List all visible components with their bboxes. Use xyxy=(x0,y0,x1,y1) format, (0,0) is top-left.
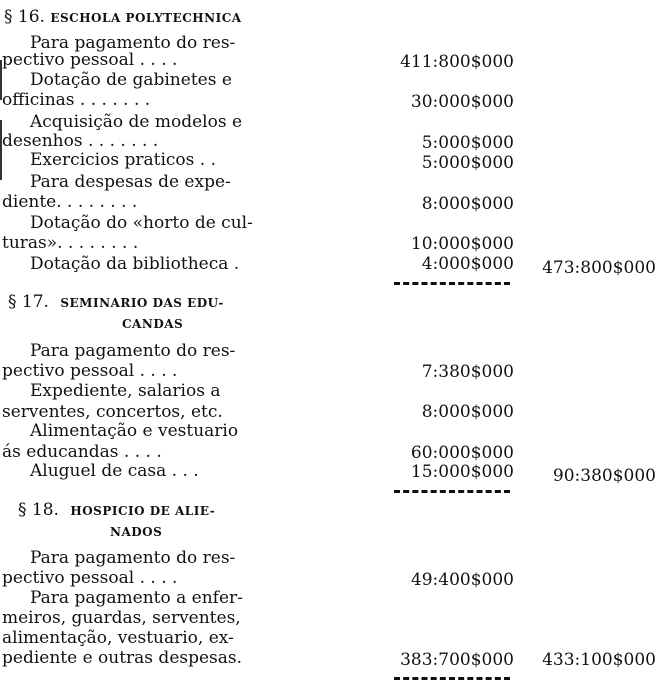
item-line: pectivo pessoal . . . . xyxy=(2,568,178,588)
section-17-heading-cont xyxy=(122,313,183,334)
item-amount: 8:000$000 xyxy=(421,194,514,214)
item-amount: 60:000$000 xyxy=(410,443,514,463)
item-line: Dotação da bibliotheca . xyxy=(30,254,240,274)
item-line: turas». . . . . . . . xyxy=(2,233,139,253)
item-line: alimentação, vestuario, ex- xyxy=(2,628,234,648)
item-line: Alimentação e vestuario xyxy=(30,421,239,441)
item-amount: 10:000$000 xyxy=(410,234,514,254)
item-line: Para pagamento do res- xyxy=(30,33,236,53)
section-title: CANDAS xyxy=(122,317,184,331)
section-number: § 17. xyxy=(8,292,49,312)
item-line: officinas . . . . . . . xyxy=(2,90,151,110)
section-title: HOSPICIO DE ALIE- xyxy=(70,504,216,518)
item-line: Exercicios praticos . . xyxy=(30,150,216,170)
item-line: desenhos . . . . . . . xyxy=(2,131,159,151)
item-line: Para despesas de expe- xyxy=(30,172,231,192)
item-line: Aluguel de casa . . . xyxy=(30,461,199,481)
item-line: Acquisição de modelos e xyxy=(30,112,243,132)
subtotal-rule xyxy=(394,282,510,285)
item-line: meiros, guardas, serventes, xyxy=(2,608,241,628)
section-total: 90:380$000 xyxy=(552,466,656,486)
item-line: ás educandas . . . . xyxy=(2,442,162,462)
section-number: § 16. xyxy=(4,7,45,27)
item-line: serventes, concertos, etc. xyxy=(2,402,223,422)
item-amount: 5:000$000 xyxy=(421,133,514,153)
section-total: 433:100$000 xyxy=(542,650,656,670)
item-line: Expediente, salarios a xyxy=(30,381,221,401)
section-18-heading xyxy=(18,500,215,521)
item-amount: 49:400$000 xyxy=(410,570,514,590)
item-line: Para pagamento do res- xyxy=(30,341,236,361)
section-17-heading xyxy=(8,292,224,313)
item-line: pectivo pessoal . . . . xyxy=(2,50,178,70)
item-amount: 8:000$000 xyxy=(421,402,514,422)
item-line: Para pagamento do res- xyxy=(30,548,236,568)
item-amount: 5:000$000 xyxy=(421,153,514,173)
item-amount: 411:800$000 xyxy=(400,52,514,72)
section-18-heading-cont xyxy=(110,521,162,542)
item-line: Para pagamento a enfer- xyxy=(30,588,243,608)
section-number: § 18. xyxy=(18,500,59,520)
section-title: NADOS xyxy=(110,525,163,539)
item-line: Dotação do «horto de cul- xyxy=(30,213,253,233)
section-title: ESCHOLA POLYTECHNICA xyxy=(50,11,242,25)
subtotal-rule xyxy=(394,490,510,493)
item-line: Dotação de gabinetes e xyxy=(30,70,232,90)
subtotal-rule xyxy=(394,677,510,680)
item-line: pediente e outras despesas. xyxy=(2,648,243,668)
section-16-heading xyxy=(4,7,242,28)
item-amount: 15:000$000 xyxy=(410,462,514,482)
item-amount: 4:000$000 xyxy=(421,254,514,274)
item-amount: 30:000$000 xyxy=(410,92,514,112)
section-title: SEMINARIO DAS EDU- xyxy=(60,296,224,310)
item-line: pectivo pessoal . . . . xyxy=(2,361,178,381)
item-amount: 7:380$000 xyxy=(421,362,514,382)
item-amount: 383:700$000 xyxy=(400,650,514,670)
item-line: diente. . . . . . . . xyxy=(2,192,138,212)
section-total: 473:800$000 xyxy=(542,258,656,278)
